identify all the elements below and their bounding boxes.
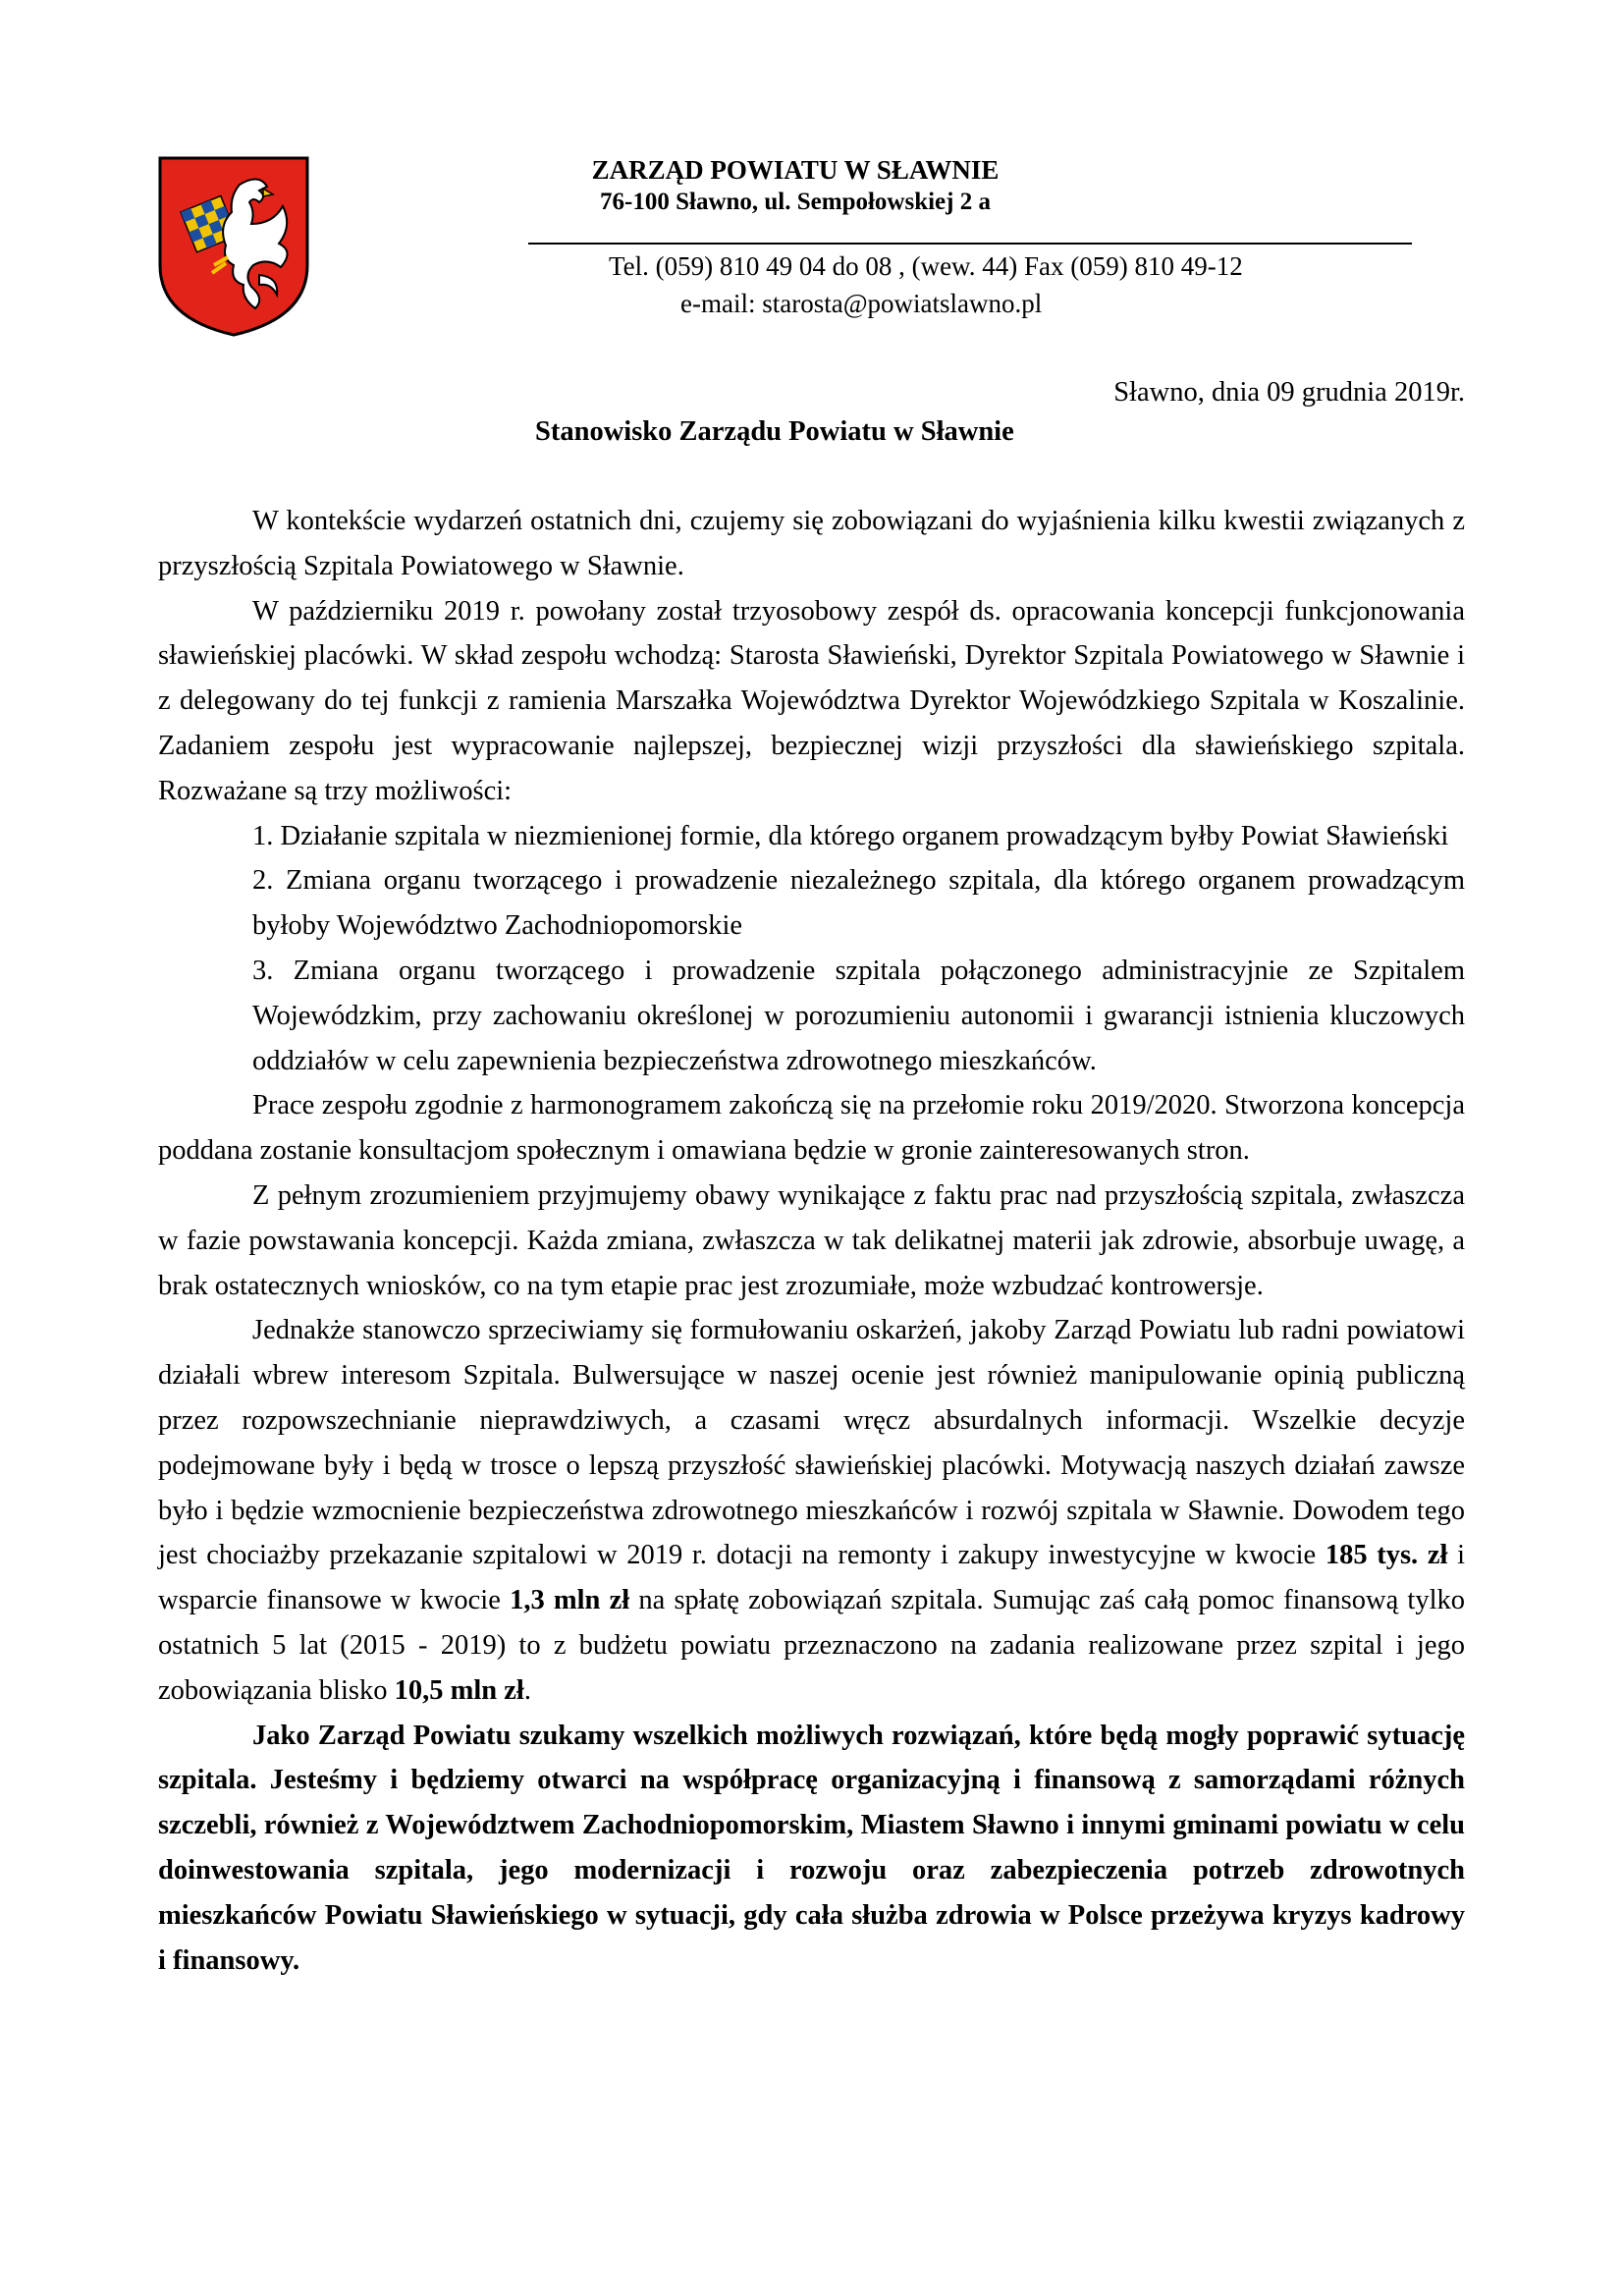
- contact-email: e-mail: starosta@powiatslawno.pl: [680, 289, 1043, 318]
- paragraph-context: W kontekście wydarzeń ostatnich dni, czujemy się zobowiązani do wyjaśnienia kilku kwestii związanych z przyszłością Szpitala Powiatowego w Sławnie.: [158, 506, 1465, 581]
- document-body: [158, 499, 1465, 1983]
- paragraph-schedule: Prace zespołu zgodnie z harmonogramem zakończą się na przełomie roku 2019/2020. Stworzona koncepcja poddana zostanie konsultacjom społecznym i omawiana będzie w gronie zainteresowanych stron.: [158, 1090, 1465, 1167]
- office-address: 76-100 Sławno, ul. Sempołowskiej 2 a: [600, 189, 991, 215]
- funding-text-2: i wsparcie finansowe w kwocie: [158, 1540, 1466, 1616]
- paragraph-funding: [158, 1308, 1465, 1713]
- office-name: ZARZĄD POWIATU W SŁAWNIE: [591, 155, 1000, 185]
- coat-of-arms: [157, 155, 310, 338]
- funding-text-1: Jednakże stanowczo sprzeciwiamy się formułowaniu oskarżeń, jakoby Zarząd Powiatu lub radni powiatowi działali wbrew interesom Szpitala. Bulwersujące w naszej ocenie jest również manipulowanie opinią publiczną przez rozpowszechnianie nieprawdziwych, a czasami wręcz absurdalnych informacji. Wszelkie decyzje podejmowane były i będą w trosce o lepszą przyszłość sławieńskiej placówki. Motywacją naszych działań zawsze było i będzie wzmocnienie bezpieczeństwa zdrowotnego mieszkańców i rozwój szpitala w Sławnie. Dowodem tego jest chociażby przekazanie szpitalowi w 2019 r. dotacji na remonty i zakupy inwestycyjne w kwocie: [158, 1315, 1465, 1571]
- funding-text-3: na spłatę zobowiązań szpitala. Sumując zaś całą pomoc finansową tylko ostatnich 5 lat (2015 - 2019) to z budżetu powiatu przeznaczono na zadania realizowane przez szpital i jego zobowiązania blisko: [158, 1585, 1465, 1706]
- griffin-coat-of-arms-icon: [157, 155, 310, 338]
- header-divider: [528, 243, 1412, 245]
- list-item-2: 2. Zmiana organu tworzącego i prowadzenie niezależnego szpitala, dla którego organem prowadzącym byłoby Województwo Zachodniopomorskie: [252, 865, 1465, 942]
- amount-10-5m: 10,5 mln zł: [394, 1674, 524, 1706]
- amount-1-3m: 1,3 mln zł: [510, 1585, 630, 1616]
- document-title: Stanowisko Zarządu Powiatu w Sławnie: [535, 416, 1014, 447]
- paragraph-concerns: Z pełnym zrozumieniem przyjmujemy obawy wynikające z faktu prac nad przyszłością szpitala, zwłaszcza w fazie powstawania koncepcji. Każda zmiana, zwłaszcza w tak delikatnej materii jak zdrowie, absorbuje uwagę, a brak ostatecznych wniosków, co na tym etapie prac jest zrozumiałe, może wzbudzać kontrowersje.: [158, 1179, 1465, 1301]
- contact-phone: Tel. (059) 810 49 04 do 08 , (wew. 44) Fax (059) 810 49-12: [609, 251, 1243, 281]
- paragraph-team: W październiku 2019 r. powołany został trzyosobowy zespół ds. opracowania koncepcji funkcjonowania sławieńskiej placówki. W skład zespołu wchodzą: Starosta Sławieński, Dyrektor Szpitala Powiatowego w Sławnie i z delegowany do tej funkcji z ramienia Marszałka Województwa Dyrektor Wojewódzkiego Szpitala w Koszalinie. Zadaniem zespołu jest wypracowanie najlepszej, bezpiecznej wizji przyszłości dla sławieńskiego szpitala. Rozważane są trzy możliwości:: [158, 595, 1465, 806]
- list-item-3: 3. Zmiana organu tworzącego i prowadzenie szpitala połączonego administracyjnie ze Szpitalem Wojewódzkim, przy zachowaniu określonej w porozumieniu autonomii i gwarancji istnienia kluczowych oddziałów w celu zapewnienia bezpieczeństwa zdrowotnego mieszkańców.: [252, 955, 1465, 1076]
- list-item-1: 1. Działanie szpitala w niezmienionej formie, dla którego organem prowadzącym byłby Powiat Sławieński: [252, 820, 1449, 851]
- funding-text-4: .: [523, 1674, 531, 1706]
- paragraph-commitment: Jako Zarząd Powiatu szukamy wszelkich możliwych rozwiązań, które będą mogły poprawić sytuację szpitala. Jesteśmy i będziemy otwarci na współpracę organizacyjną i finansową z samorządami różnych szczebli, również z Województwem Zachodniopomorskim, Miastem Sławno i innymi gminami powiatu w celu doinwestowania szpitala, jego modernizacji i rozwoju oraz zabezpieczenia potrzeb zdrowotnych mieszkańców Powiatu Sławieńskiego w sytuacji, gdy cała służba zdrowia w Polsce przeżywa kryzys kadrowy i finansowy.: [158, 1720, 1465, 1976]
- document-date: Sławno, dnia 09 grudnia 2019r.: [1113, 377, 1465, 408]
- amount-185k: 185 tys. zł: [1325, 1540, 1448, 1571]
